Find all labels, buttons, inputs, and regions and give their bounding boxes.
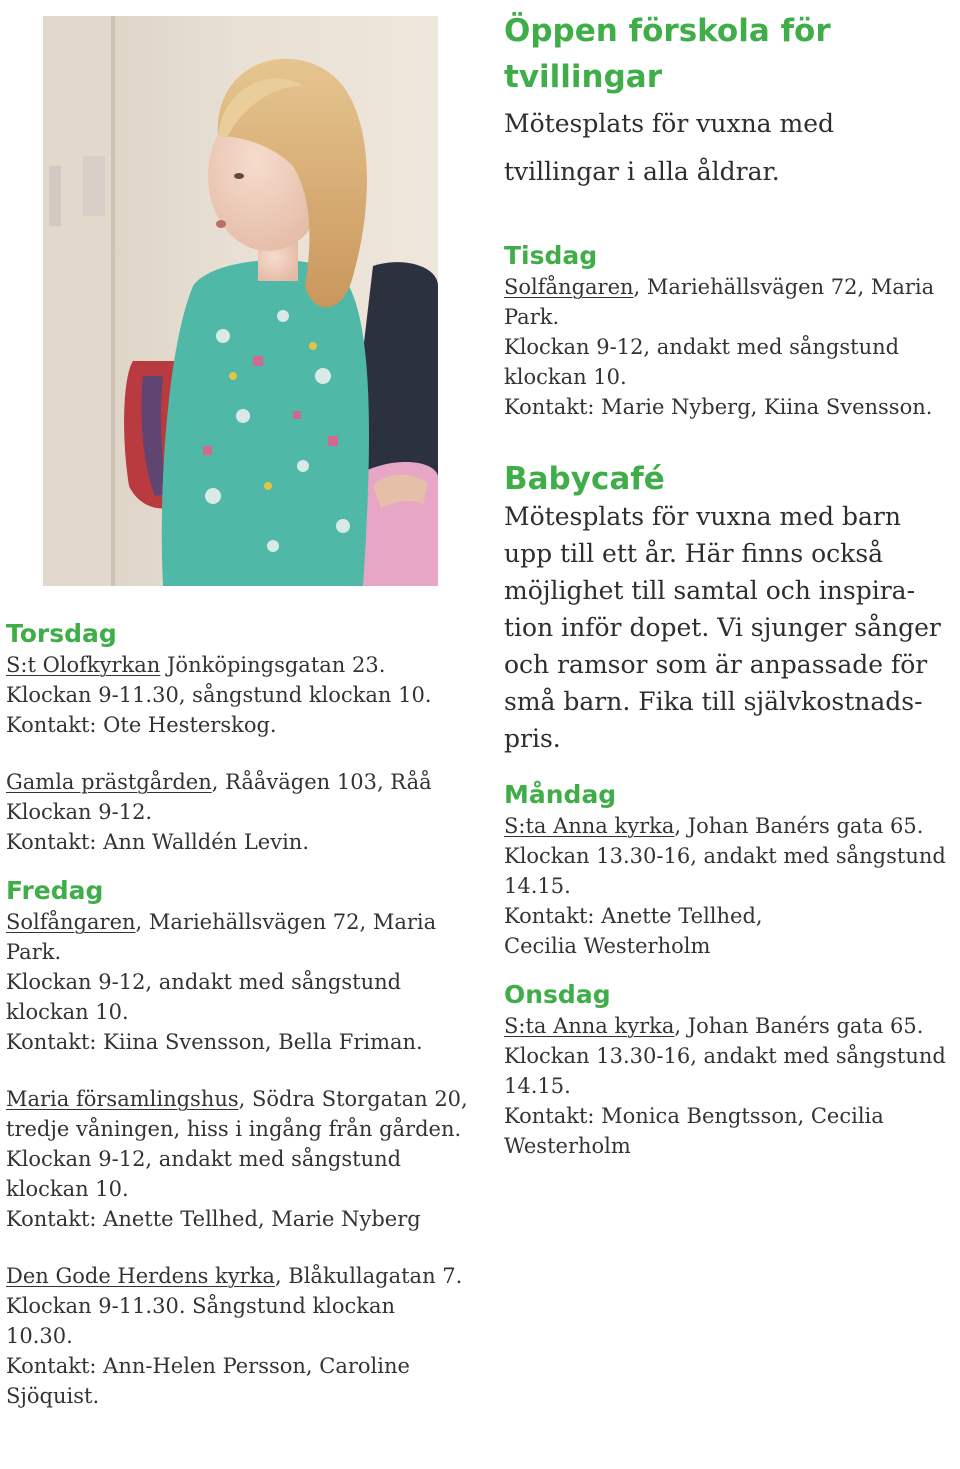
contact: Kontakt: Anette Tellhed, Marie Nyberg bbox=[6, 1207, 421, 1231]
fredag-entry-3: Den Gode Herdens kyrka, Blåkullagatan 7. bbox=[6, 1264, 463, 1288]
left-column bbox=[6, 618, 486, 1411]
address-cont: Park. bbox=[6, 940, 62, 964]
hours: Klockan 13.30-16, andakt med sångstund bbox=[504, 1044, 946, 1068]
contact-cont: Sjöquist. bbox=[6, 1384, 100, 1408]
contact: Kontakt: Ann Walldén Levin. bbox=[6, 830, 309, 854]
venue-link[interactable]: S:ta Anna kyrka bbox=[504, 1014, 675, 1038]
torsdag-entry-1: S:t Olofkyrkan Jönköpingsgatan 23. bbox=[6, 653, 386, 677]
mandag-entry: S:ta Anna kyrka, Johan Banérs gata 65. bbox=[504, 814, 924, 838]
contact-cont: Cecilia Westerholm bbox=[504, 934, 711, 958]
hours-cont: klockan 10. bbox=[6, 1000, 129, 1024]
contact: Kontakt: Kiina Svensson, Bella Friman. bbox=[6, 1030, 423, 1054]
hours-cont: klockan 10. bbox=[6, 1177, 129, 1201]
venue-link[interactable]: Solfångaren bbox=[6, 910, 136, 934]
fredag-entry-2: Maria församlingshus, Södra Storgatan 20, bbox=[6, 1087, 468, 1111]
tisdag-entry: Solfångaren, Mariehällsvägen 72, Maria bbox=[504, 275, 935, 299]
contact: Kontakt: Monica Bengtsson, Cecilia bbox=[504, 1104, 884, 1128]
child-photo bbox=[43, 16, 438, 586]
contact: Kontakt: Ote Hesterskog. bbox=[6, 713, 277, 737]
address-cont: Park. bbox=[504, 305, 560, 329]
venue-link[interactable]: Den Gode Herdens kyrka bbox=[6, 1264, 275, 1288]
torsdag-heading: Torsdag bbox=[6, 619, 117, 648]
page-title: Öppen förskola för tvillingar bbox=[504, 13, 831, 95]
venue-link[interactable]: Maria församlingshus bbox=[6, 1087, 239, 1111]
tisdag-heading: Tisdag bbox=[504, 241, 598, 270]
hours: Klockan 9-12, andakt med sångstund bbox=[6, 1147, 402, 1171]
hours: Klockan 9-11.30. Sångstund klockan bbox=[6, 1294, 396, 1318]
hours: Klockan 13.30-16, andakt med sångstund bbox=[504, 844, 946, 868]
fredag-entry-1: Solfångaren, Mariehällsvägen 72, Maria bbox=[6, 910, 437, 934]
right-column bbox=[504, 8, 956, 1161]
hours-cont: klockan 10. bbox=[504, 365, 627, 389]
mandag-heading: Måndag bbox=[504, 780, 617, 809]
venue-link[interactable]: Gamla prästgården bbox=[6, 770, 212, 794]
hours-cont: 14.15. bbox=[504, 874, 571, 898]
onsdag-heading: Onsdag bbox=[504, 980, 611, 1009]
intro-line-2: tvillingar i alla åldrar. bbox=[504, 157, 780, 186]
contact: Kontakt: Ann-Helen Persson, Caroline bbox=[6, 1354, 410, 1378]
venue-link[interactable]: S:ta Anna kyrka bbox=[504, 814, 675, 838]
torsdag-entry-2: Gamla prästgården, Rååvägen 103, Råå bbox=[6, 770, 432, 794]
venue-link[interactable]: S:t Olofkyrkan bbox=[6, 653, 161, 677]
babycafe-heading: Babycafé bbox=[504, 461, 665, 497]
fredag-heading: Fredag bbox=[6, 876, 104, 905]
contact: Kontakt: Anette Tellhed, bbox=[504, 904, 763, 928]
contact-cont: Westerholm bbox=[504, 1134, 631, 1158]
hours: Klockan 9-12, andakt med sångstund bbox=[504, 335, 900, 359]
contact: Kontakt: Marie Nyberg, Kiina Svensson. bbox=[504, 395, 933, 419]
address-cont: tredje våningen, hiss i ingång från gården. bbox=[6, 1117, 462, 1141]
venue-link[interactable]: Solfångaren bbox=[504, 275, 634, 299]
hours-cont: 10.30. bbox=[6, 1324, 73, 1348]
babycafe-description: Mötesplats för vuxna med barn upp till ett år. Här finns också möjlighet till samtal och inspira- tion inför dopet. Vi sjunger sånger och ramsor som är anpassade för små barn. Fika till självkostnads- pris. bbox=[504, 502, 941, 753]
hours: Klockan 9-12. bbox=[6, 800, 153, 824]
onsdag-entry: S:ta Anna kyrka, Johan Banérs gata 65. bbox=[504, 1014, 924, 1038]
hours: Klockan 9-12, andakt med sångstund bbox=[6, 970, 402, 994]
hours: Klockan 9-11.30, sångstund klockan 10. bbox=[6, 683, 432, 707]
intro-line-1: Mötesplats för vuxna med bbox=[504, 109, 835, 138]
hours-cont: 14.15. bbox=[504, 1074, 571, 1098]
